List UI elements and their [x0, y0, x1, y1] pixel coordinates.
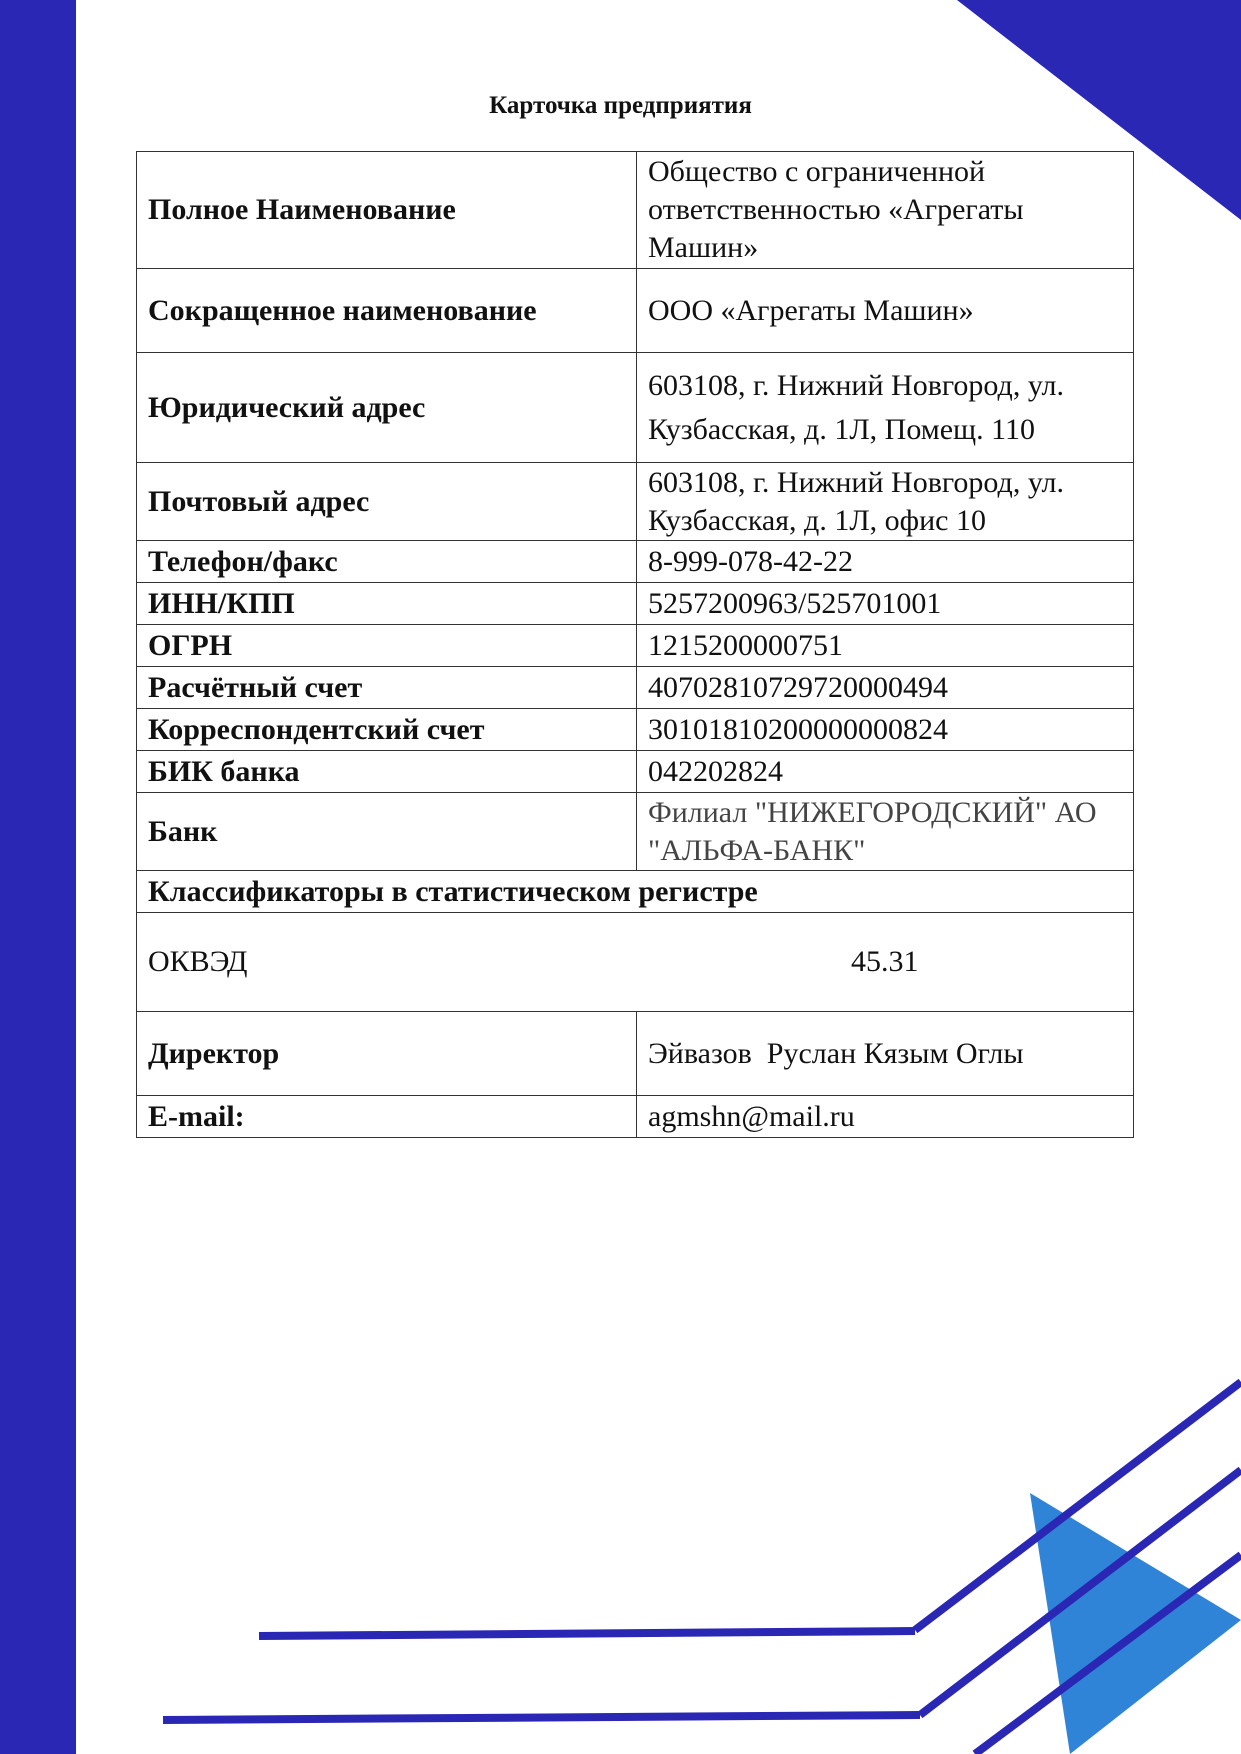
short-name-label: Сокращенное наименование [137, 269, 637, 353]
company-card-table [136, 151, 1134, 1138]
row-email [137, 1096, 1134, 1138]
classifiers-heading: Классификаторы в статистическом регистре [137, 871, 1134, 913]
bik-label: БИК банка [137, 751, 637, 793]
ogrn-label: ОГРН [137, 625, 637, 667]
director-label: Директор [137, 1012, 637, 1096]
row-director [137, 1012, 1134, 1096]
email-value: agmshn@mail.ru [637, 1096, 1134, 1138]
ogrn-value: 1215200000751 [637, 625, 1134, 667]
row-ogrn [137, 625, 1134, 667]
row-full-name [137, 152, 1134, 269]
corr-account-label: Корреспондентский счет [137, 709, 637, 751]
page-title: Карточка предприятия [489, 92, 752, 119]
row-phone [137, 541, 1134, 583]
row-short-name [137, 269, 1134, 353]
full-name-value: Общество с ограниченной ответственностью «Агрегаты Машин» [637, 152, 1134, 269]
row-bik [137, 751, 1134, 793]
bottom-right-blue-triangle [1030, 1493, 1241, 1754]
corr-account-value: 30101810200000000824 [637, 709, 1134, 751]
row-classifiers [137, 871, 1134, 913]
phone-label: Телефон/факс [137, 541, 637, 583]
legal-address-label: Юридический адрес [137, 353, 637, 463]
horizontal-line-1 [259, 1631, 915, 1636]
bik-value: 042202824 [637, 751, 1134, 793]
okved-label: ОКВЭД [137, 913, 637, 1012]
bank-label: Банк [137, 793, 637, 871]
row-inn-kpp [137, 583, 1134, 625]
director-value: Эйвазов Руслан Кязым Оглы [637, 1012, 1134, 1096]
row-corr-account [137, 709, 1134, 751]
short-name-value: ООО «Агрегаты Машин» [637, 269, 1134, 353]
full-name-label: Полное Наименование [137, 152, 637, 269]
horizontal-line-2 [163, 1715, 920, 1720]
postal-address-value: 603108, г. Нижний Новгород, ул. Кузбасская, д. 1Л, офис 10 [637, 463, 1134, 541]
phone-value: 8-999-078-42-22 [637, 541, 1134, 583]
inn-kpp-value: 5257200963/525701001 [637, 583, 1134, 625]
row-bank [137, 793, 1134, 871]
row-legal-address [137, 353, 1134, 463]
row-postal-address [137, 463, 1134, 541]
legal-address-value: 603108, г. Нижний Новгород, ул. Кузбасская, д. 1Л, Помещ. 110 [637, 353, 1134, 463]
row-okved [137, 913, 1134, 1012]
email-label: E-mail: [137, 1096, 637, 1138]
postal-address-label: Почтовый адрес [137, 463, 637, 541]
account-label: Расчётный счет [137, 667, 637, 709]
row-account [137, 667, 1134, 709]
okved-value: 45.31 [637, 913, 1134, 1012]
account-value: 40702810729720000494 [637, 667, 1134, 709]
bank-value: Филиал "НИЖЕГОРОДСКИЙ" АО "АЛЬФА-БАНК" [637, 793, 1134, 871]
inn-kpp-label: ИНН/КПП [137, 583, 637, 625]
